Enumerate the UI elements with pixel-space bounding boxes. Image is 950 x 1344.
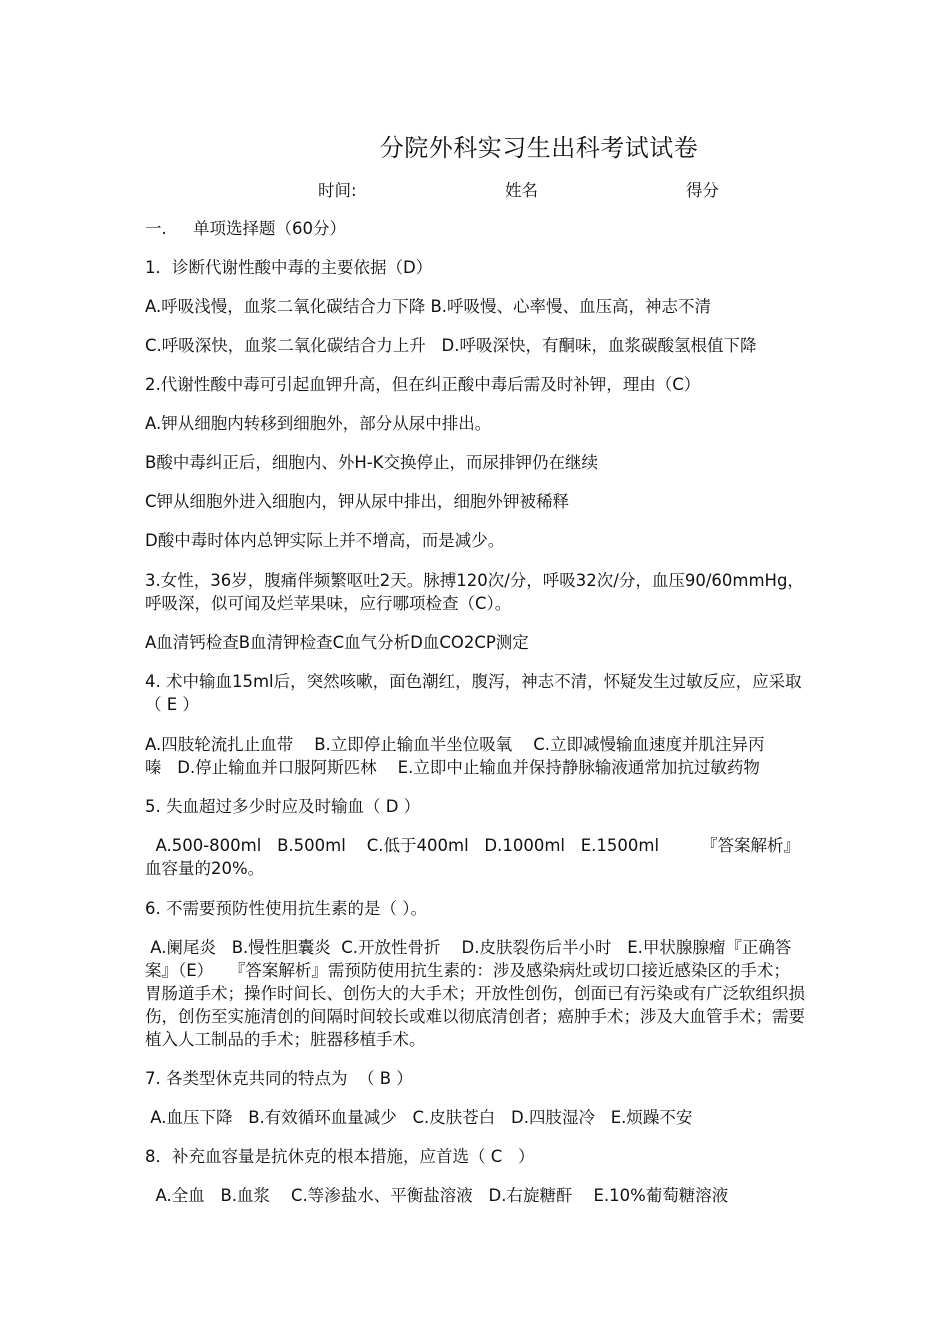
exam-title: 分院外科实习生出科考试试卷 <box>379 134 699 162</box>
question-6-options: A.阑尾炎 B.慢性胆囊炎 C.开放性骨折 D.皮肤裂伤后半小时 E.甲状腺腺瘤『正确答案』（E） 『答案解析』需预防使用抗生素的：涉及感染病灶或切口接近感染区的手术；胃肠道手术；操作时间长、创伤大的大手术；开放性创伤，创面已有污染或有广泛软组织损伤，创伤至实施清创的间隔时间较长或难以彻底清创者；癌肿手术；涉及大血管手术；需要植入人工制品的手术；脏器移植手术。 <box>145 938 805 1049</box>
question-1-options-ab: A.呼吸浅慢，血浆二氧化碳结合力下降 B.呼吸慢、心率慢、血压高，神志不清 <box>145 297 712 316</box>
question-5-options: A.500-800ml B.500ml C.低于400ml D.1000ml E.1500ml 『答案解析』血容量的20%。 <box>145 836 801 878</box>
question-4: 4. 术中输血15ml后，突然咳嗽，面色潮红，腹泻，神志不清，怀疑发生过敏反应，应采取（ E ） <box>145 672 802 714</box>
time-label: 时间: <box>318 181 357 200</box>
question-7: 7. 各类型休克共同的特点为 （ B ） <box>145 1069 413 1088</box>
question-5: 5. 失血超过多少时应及时输血（ D ） <box>145 797 421 816</box>
question-8-options: A.全血 B.血浆 C.等渗盐水、平衡盐溶液 D.右旋糖酐 E.10%葡萄糖溶液 <box>145 1186 729 1205</box>
question-1: 1．诊断代谢性酸中毒的主要依据（D） <box>145 258 433 277</box>
question-2-option-c: C钾从细胞外进入细胞内，钾从尿中排出，细胞外钾被稀释 <box>145 492 570 511</box>
question-2-option-a: A.钾从细胞内转移到细胞外，部分从尿中排出。 <box>145 414 492 433</box>
question-3: 3.女性，36岁，腹痛伴频繁呕吐2天。脉搏120次/分，呼吸32次/分，血压90/60mmHg，呼吸深，似可闻及烂苹果味，应行哪项检查（C）。 <box>145 571 804 613</box>
section-heading: 一. 单项选择题（60分） <box>145 219 346 238</box>
score-label: 得分 <box>686 181 719 200</box>
question-2: 2.代谢性酸中毒可引起血钾升高，但在纠正酸中毒后需及时补钾，理由（C） <box>145 375 701 394</box>
question-2-option-b: B酸中毒纠正后，细胞内、外H-K交换停止，而尿排钾仍在继续 <box>145 453 599 472</box>
question-4-options: A.四肢轮流扎止血带 B.立即停止输血半坐位吸氧 C.立即减慢输血速度并肌注异丙嗪 D.停止输血并口服阿斯匹林 E.立即中止输血并保持静脉输液通常加抗过敏药物 <box>145 735 765 777</box>
question-6: 6. 不需要预防性使用抗生素的是（ ）。 <box>145 899 427 918</box>
question-7-options: A.血压下降 B.有效循环血量减少 C.皮肤苍白 D.四肢湿冷 E.烦躁不安 <box>145 1108 693 1127</box>
question-8: 8．补充血容量是抗休克的根本措施，应首选（ C ） <box>145 1147 535 1166</box>
question-2-option-d: D酸中毒时体内总钾实际上并不增高，而是减少。 <box>145 531 505 550</box>
question-1-options-cd: C.呼吸深快，血浆二氧化碳结合力上升 D.呼吸深快，有酮味，血浆碳酸氢根值下降 <box>145 336 757 355</box>
name-label: 姓名 <box>505 181 538 200</box>
question-3-options: A血清钙检查B血清钾检查C血气分析D血CO2CP测定 <box>145 633 529 652</box>
